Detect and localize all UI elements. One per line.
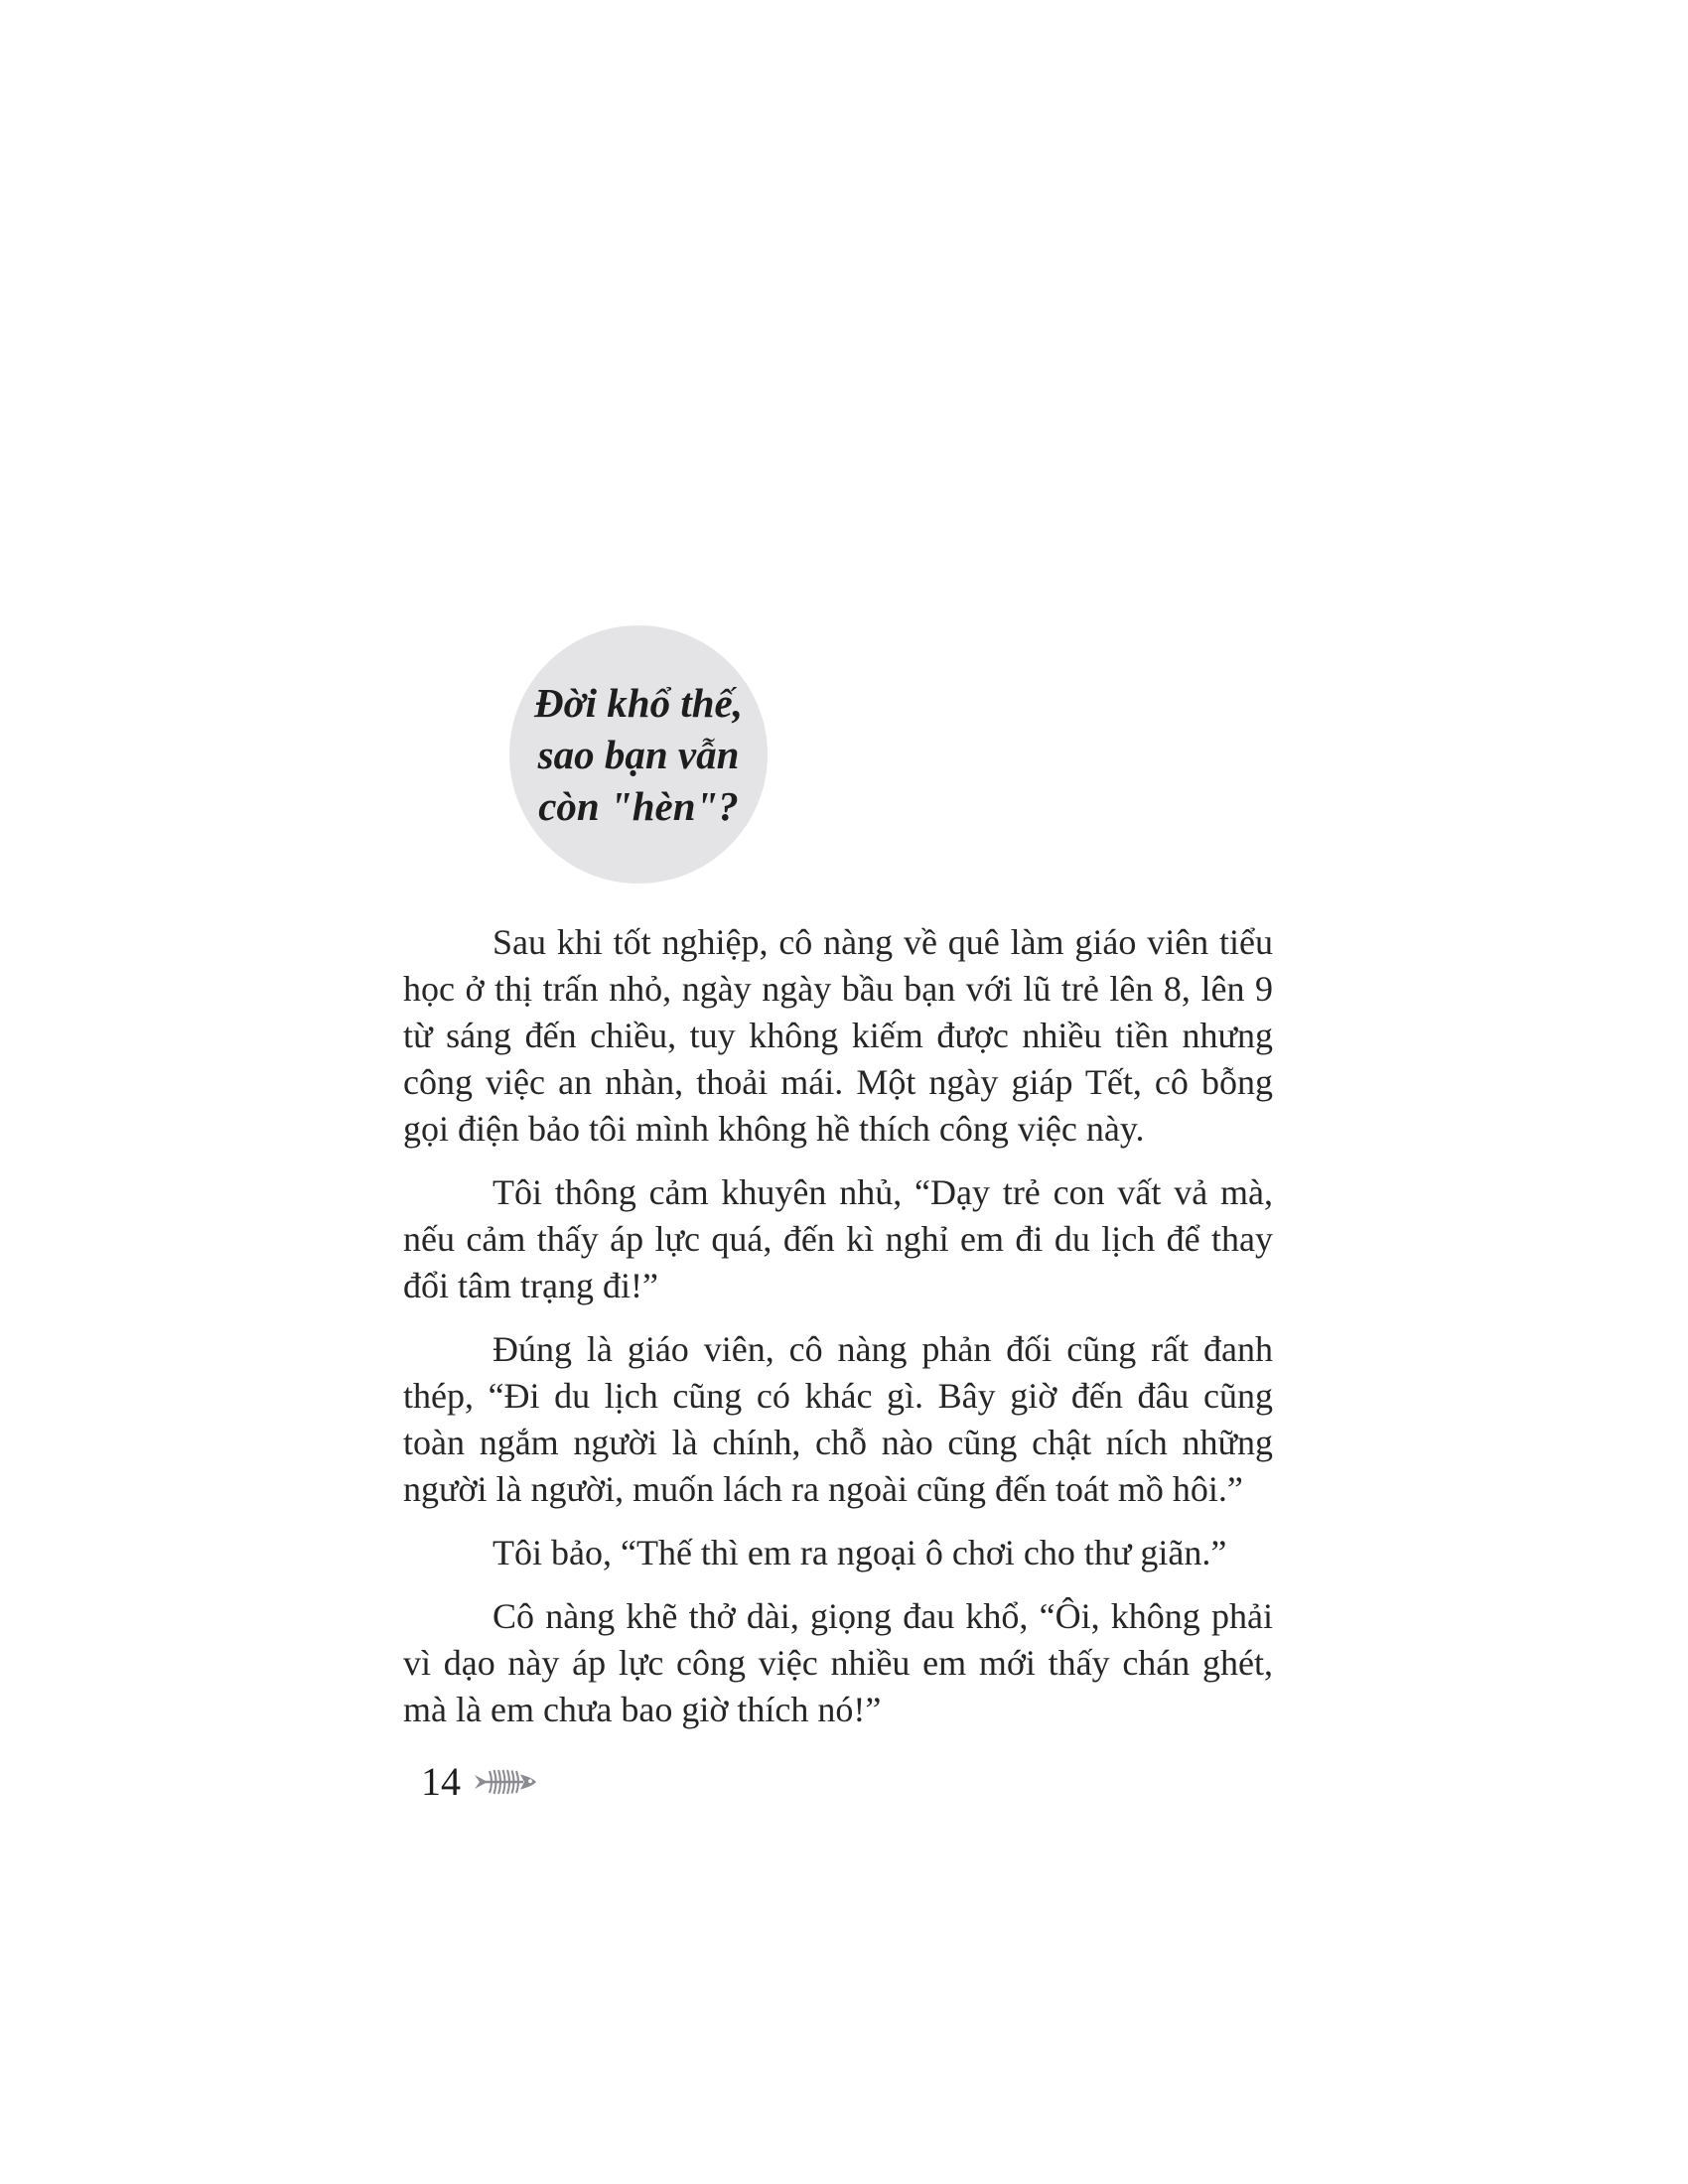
paragraph: Tôi thông cảm khuyên nhủ, “Dạy trẻ con vất vả mà, nếu cảm thấy áp lực quá, đến kì nghỉ em đi du lịch để thay đổi tâm trạng đi!” (403, 1172, 1273, 1305)
paragraph: Cô nàng khẽ thở dài, giọng đau khổ, “Ôi, không phải vì dạo này áp lực công việc nhiều em mới thấy chán ghét, mà là em chưa bao giờ thích nó!” (403, 1596, 1273, 1729)
page-number: 14 (421, 1759, 461, 1804)
page-footer (421, 1759, 539, 1804)
chapter-callout-badge (509, 625, 768, 884)
body-text-column (403, 919, 1273, 1733)
paragraph: Sau khi tốt nghiệp, cô nàng về quê làm giáo viên tiểu học ở thị trấn nhỏ, ngày ngày bầu bạn với lũ trẻ lên 8, lên 9 từ sáng đến chiều, tuy không kiếm được nhiều tiền nhưng công việc an nhàn, thoải mái. Một ngày giáp Tết, cô bỗng gọi điện bảo tôi mình không hề thích công việc này. (403, 922, 1273, 1149)
paragraph: Tôi bảo, “Thế thì em ra ngoại ô chơi cho thư giãn.” (492, 1533, 1227, 1572)
badge-line: sao bạn vẫn (537, 732, 740, 777)
badge-line: Đời khổ thế, (534, 680, 743, 726)
paragraph: Đúng là giáo viên, cô nàng phản đối cũng rất đanh thép, “Đi du lịch cũng có khác gì. Bây giờ đến đâu cũng toàn ngắm người là chính, chỗ nào cũng chật ních những người là người, muốn lách ra ngoài cũng đến toát mồ hôi.” (403, 1329, 1273, 1509)
fishbone-icon (474, 1767, 539, 1797)
badge-line: còn "hèn"? (538, 783, 739, 829)
